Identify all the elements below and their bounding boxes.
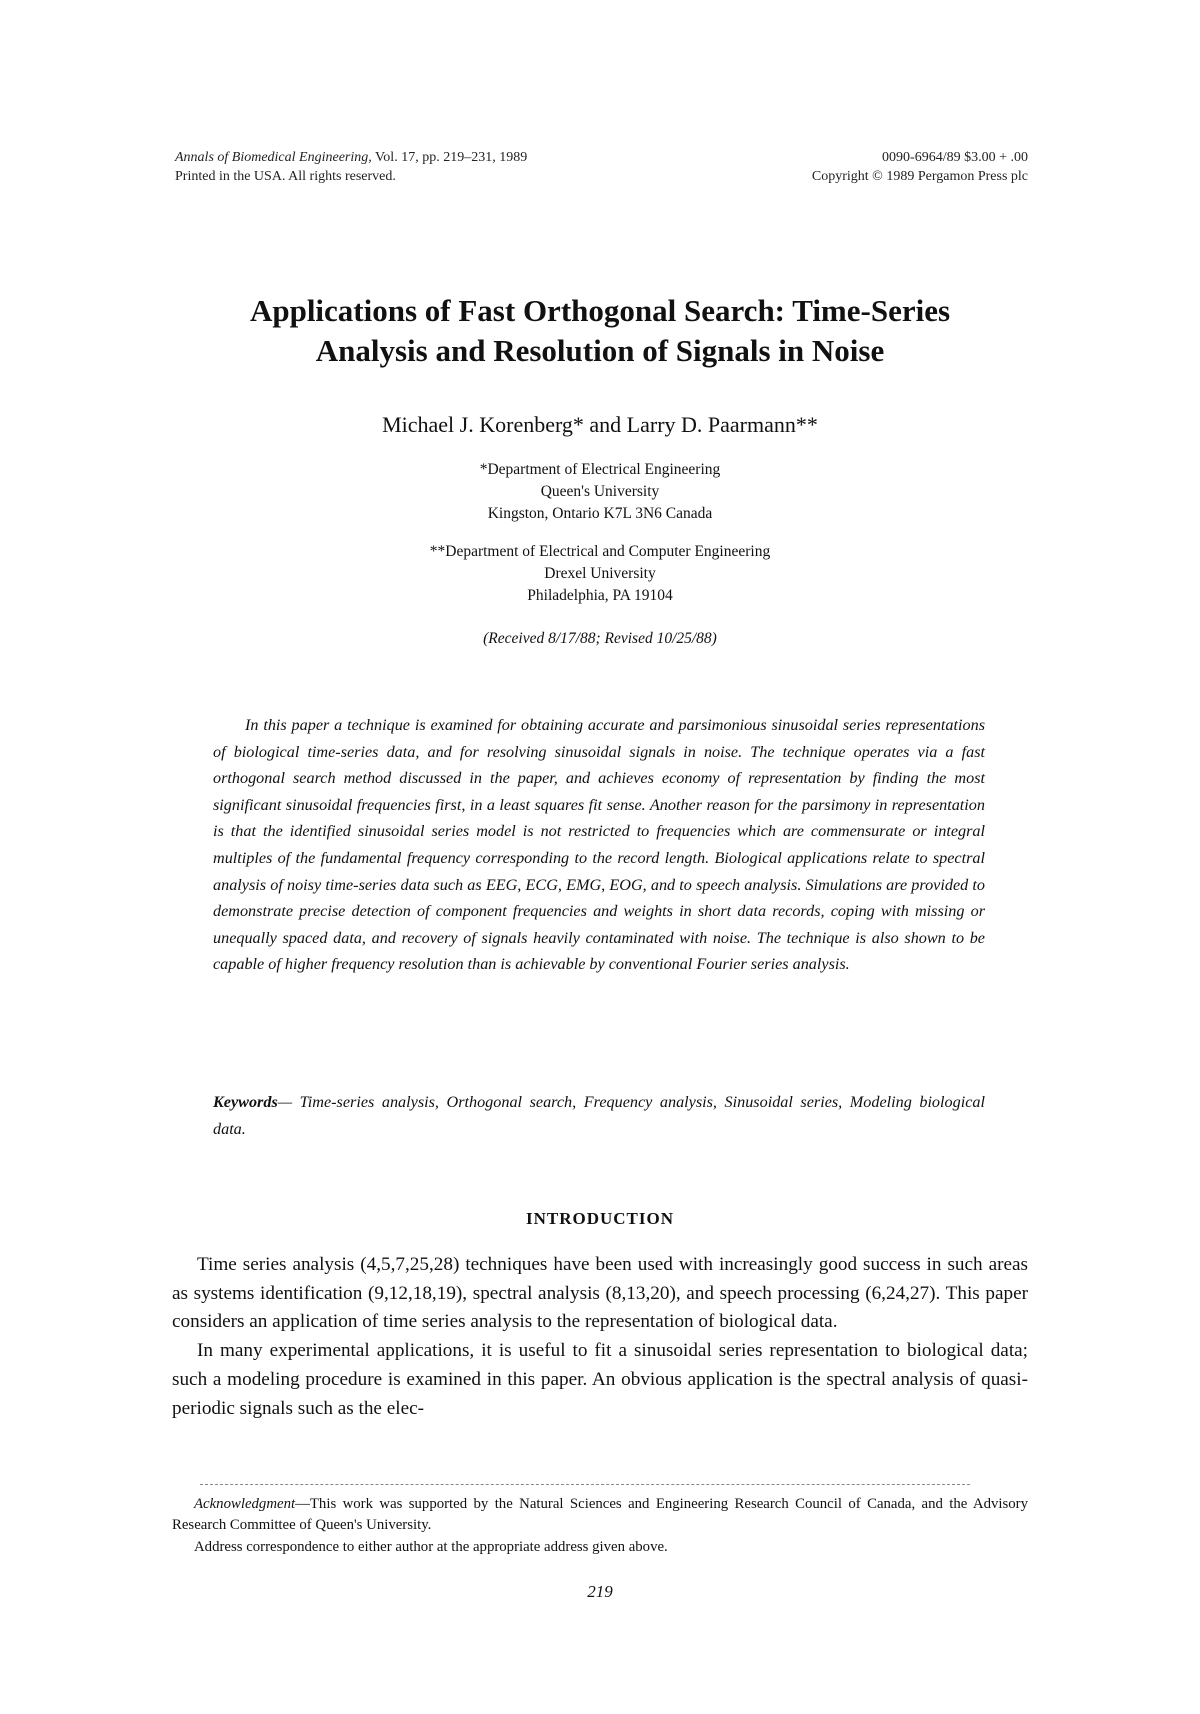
keywords bbox=[213, 1089, 985, 1142]
affiliation-line: **Department of Electrical and Computer Engineering bbox=[429, 543, 771, 560]
abstract: In this paper a technique is examined for obtaining accurate and parsimonious sinusoidal series representations of biological time-series data, and for resolving sinusoidal signals in noise. The technique operates via a fast orthogonal search method discussed in the paper, and achieves economy of representation by finding the most significant sinusoidal frequencies first, in a least squares fit sense. Another reason for the parsimony in representation is that the identified sinusoidal series model is not restricted to frequencies which are commensurate or integral multiples of the fundamental frequency corresponding to the record length. Biological applications relate to spectral analysis of noisy time-series data such as EEG, ECG, EMG, EOG, and to speech analysis. Simulations are provided to demonstrate precise detection of component frequencies and weights in short data records, coping with missing or unequally spaced data, and recovery of signals heavily contaminated with noise. The technique is also shown to be capable of higher frequency resolution than is achievable by conventional Fourier series analysis. bbox=[213, 716, 985, 974]
keywords-label: Keywords bbox=[213, 1093, 278, 1111]
keywords-text: — Time-series analysis, Orthogonal search, Frequency analysis, Sinusoidal series, Modeling biological data. bbox=[213, 1093, 985, 1138]
paper-title bbox=[0, 291, 1200, 371]
running-header-left bbox=[175, 148, 527, 186]
introduction-body bbox=[172, 1251, 1028, 1423]
page-number: 219 bbox=[587, 1582, 613, 1601]
acknowledgment-text: —This work was supported by the Natural Sciences and Engineering Research Council of Canada, and the Advisory Research Committee of Queen's University. bbox=[172, 1496, 1028, 1533]
affiliation-line: Kingston, Ontario K7L 3N6 Canada bbox=[487, 505, 713, 522]
copyright-line: Copyright © 1989 Pergamon Press plc bbox=[811, 169, 1028, 184]
volume-pages: Vol. 17, pp. 219–231, 1989 bbox=[371, 150, 528, 165]
journal-name: Annals of Biomedical Engineering, bbox=[175, 150, 372, 165]
printed-line: Printed in the USA. All rights reserved. bbox=[175, 169, 396, 184]
affiliation-1 bbox=[0, 459, 1200, 525]
affiliation-line: *Department of Electrical Engineering bbox=[479, 461, 721, 478]
citation-line bbox=[175, 148, 527, 167]
footnotes bbox=[172, 1494, 1028, 1560]
paragraph: Time series analysis (4,5,7,25,28) techniques have been used with increasingly good success in such areas as systems identification (9,12,18,19), spectral analysis (8,13,20), and speech processing (6,24,27). This paper considers an application of time series analysis to the representation of biological data. bbox=[172, 1254, 1028, 1333]
running-header-right bbox=[812, 148, 1028, 186]
section-heading-introduction: INTRODUCTION bbox=[525, 1209, 675, 1228]
acknowledgment-footnote bbox=[172, 1494, 1028, 1535]
received-dates: (Received 8/17/88; Revised 10/25/88) bbox=[483, 630, 717, 647]
acknowledgment-label: Acknowledgment bbox=[194, 1496, 296, 1512]
affiliation-2 bbox=[0, 541, 1200, 607]
title-line-1: Applications of Fast Orthogonal Search: Time-Series bbox=[249, 293, 951, 328]
affiliation-line: Drexel University bbox=[544, 565, 656, 582]
affiliation-line: Philadelphia, PA 19104 bbox=[527, 587, 673, 604]
correspondence-footnote: Address correspondence to either author at the appropriate address given above. bbox=[194, 1539, 668, 1555]
paragraph: In many experimental applications, it is useful to fit a sinusoidal series representation to biological data; such a modeling procedure is examined in this paper. An obvious application is the spectral analysis of quasi-periodic signals such as the elec- bbox=[172, 1340, 1028, 1419]
author-list: Michael J. Korenberg* and Larry D. Paarmann** bbox=[382, 412, 818, 437]
footnote-divider bbox=[200, 1484, 970, 1485]
affiliation-line: Queen's University bbox=[540, 483, 660, 500]
title-line-2: Analysis and Resolution of Signals in Noise bbox=[315, 333, 885, 368]
issn-line: 0090-6964/89 $3.00 + .00 bbox=[882, 150, 1028, 165]
